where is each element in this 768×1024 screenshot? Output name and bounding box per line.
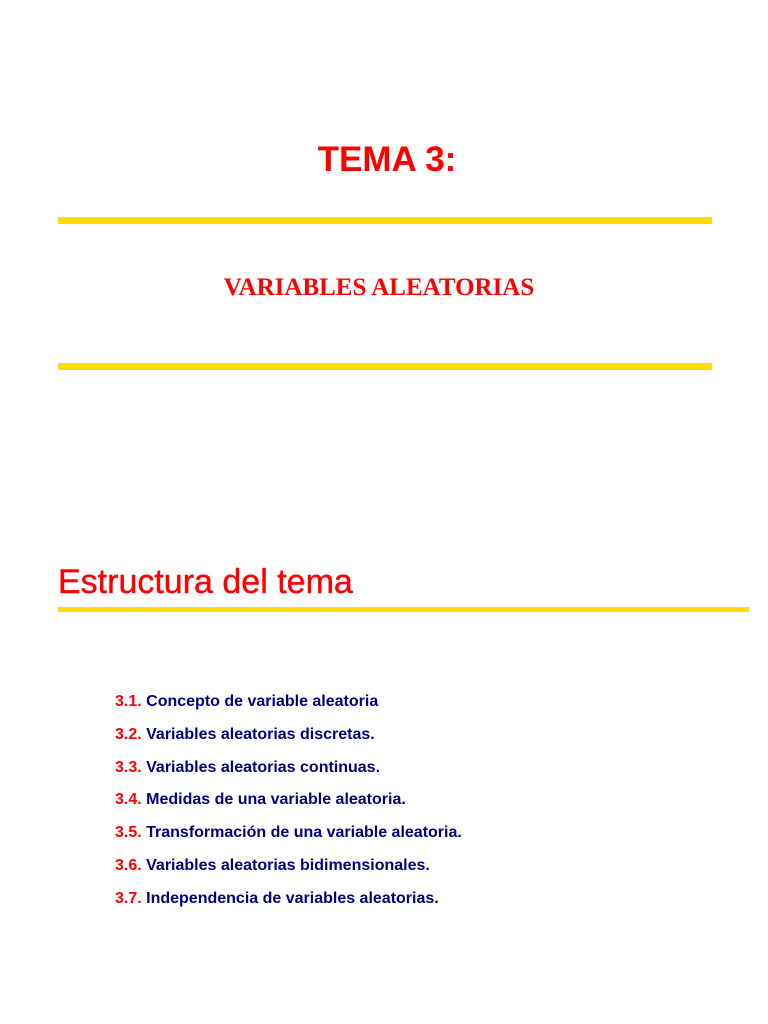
topic-item [115, 754, 462, 787]
topic-number: 3.5. [115, 824, 142, 842]
topic-text: Variables aleatorias continuas. [146, 758, 381, 776]
topic-text: Variables aleatorias bidimensionales. [146, 856, 430, 874]
topic-text: Medidas de una variable aleatoria. [146, 791, 406, 809]
topic-list [115, 688, 462, 918]
topic-item [115, 688, 462, 721]
topic-item [115, 885, 462, 918]
topic-text: Concepto de variable aleatoria [146, 693, 379, 710]
section-heading: Estructura del tema [58, 563, 353, 601]
topic-number: 3.2. [115, 725, 142, 743]
topic-number: 3.3. [115, 758, 142, 776]
section-heading-underline [58, 607, 749, 612]
slide-subtitle: VARIABLES ALEATORIAS [223, 274, 535, 301]
topic-item [115, 819, 462, 852]
topic-text: Variables aleatorias discretas. [146, 725, 375, 743]
topic-number: 3.7. [115, 889, 142, 907]
title-top-divider [58, 217, 712, 224]
topic-number: 3.6. [115, 856, 142, 874]
topic-item [115, 852, 462, 885]
topic-text: Independencia de variables aleatorias. [146, 889, 439, 907]
topic-item [115, 786, 462, 819]
title-bottom-divider [58, 363, 712, 370]
topic-item [115, 721, 462, 754]
slide-title: TEMA 3: [317, 140, 457, 179]
topic-number: 3.1. [115, 693, 142, 710]
topic-number: 3.4. [115, 791, 142, 809]
topic-text: Transformación de una variable aleatoria. [146, 824, 462, 842]
